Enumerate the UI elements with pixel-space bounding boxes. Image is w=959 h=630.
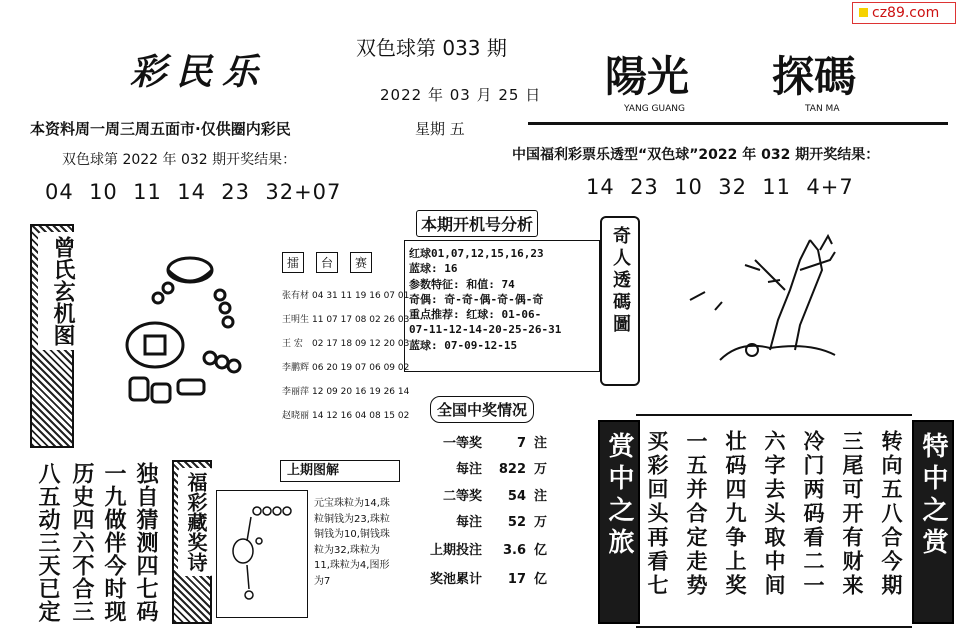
notice-text: 本资料周一周三周五面市·仅供圈内彩民: [30, 120, 291, 138]
fucai-banner: [172, 460, 212, 624]
poem-column: [723, 430, 745, 603]
analysis-line: 重点推荐: 红球: 01-06-: [409, 308, 542, 322]
leitai-title: [282, 252, 384, 273]
poem-text: 六字去头取中间: [762, 430, 786, 598]
prize-value: 52: [507, 515, 526, 530]
right-result-numbers: 14 23 10 32 11 4+7: [586, 175, 854, 199]
leitai-row: [282, 312, 409, 325]
riddle-text: 八五动三天已定: [35, 462, 60, 623]
leitai-nums: 11 07 17 08 02 26 03: [312, 315, 410, 325]
prize-unit: 注: [534, 436, 548, 451]
tree-trunk: [795, 240, 822, 350]
tree-illustration: [660, 230, 860, 380]
leitai-title-char: 擂: [282, 252, 304, 273]
left-result-numbers: 04 10 11 14 23 32+07: [45, 180, 342, 204]
weekday: 星期 五: [415, 120, 465, 138]
issue-date: 2022 年 03 月 25 日: [380, 86, 542, 104]
prize-label: 上期投注: [429, 543, 482, 558]
leitai-nums: 12 09 20 16 19 26 14: [312, 387, 410, 397]
poem-column: [801, 430, 823, 603]
prize-unit: 亿: [534, 572, 548, 587]
riddle-text: 独自猜测四七码: [133, 462, 158, 623]
leitai-row: [282, 408, 409, 421]
prize-label: 每注: [455, 462, 482, 477]
prev-puzzle-text: 元宝珠粒为14,珠粒铜钱为23,珠粒铜钱为10,铜钱珠粒为32,珠粒为11,珠粒为4,图形为7: [314, 498, 390, 587]
poem-text: 转向五八合今期: [879, 430, 903, 598]
poem-column: [762, 430, 784, 603]
prize-label: 一等奖: [442, 436, 482, 451]
analysis-line: 红球01,07,12,15,16,23: [409, 247, 544, 260]
dark-banner-right-label: 特中之赏: [918, 432, 948, 560]
riddle-column: [134, 462, 156, 628]
prize-value: 3.6: [502, 543, 526, 558]
leitai-row: [282, 336, 409, 349]
analysis-line: 奇偶: 奇-奇-偶-奇-偶-奇: [409, 292, 544, 306]
leitai-name: 王明生: [282, 315, 310, 325]
prev-puzzle-frame: [216, 490, 308, 618]
poem-column: [879, 430, 901, 603]
prize-value: 7: [516, 436, 526, 451]
poem-text: 买彩回头再看七: [645, 430, 669, 598]
leitai-name: 李丽萍: [282, 387, 310, 397]
riddle-column: [36, 462, 58, 628]
dark-banner-right: [912, 420, 954, 624]
prize-row: [420, 539, 570, 558]
analysis-line: 蓝球: 16: [409, 262, 458, 276]
prize-label: 每注: [455, 515, 482, 530]
prize-unit: 万: [534, 462, 548, 477]
watermark-text: cz89.com: [872, 5, 940, 21]
poem-text: 一五并合定走势: [684, 430, 708, 598]
poem-column: [684, 430, 706, 603]
leitai-name: 张有材: [282, 291, 310, 301]
leitai-row: [282, 360, 409, 373]
brand-title: 彩民乐: [130, 51, 269, 93]
leitai-title-char: 赛: [350, 252, 372, 273]
leitai-nums: 04 31 11 19 16 07 01: [312, 291, 410, 301]
watermark-square-icon: [859, 8, 868, 17]
prize-unit: 注: [534, 489, 548, 504]
logo-yangguang: 陽光: [605, 52, 690, 101]
prize-row: [420, 568, 570, 587]
zeng-banner: [30, 224, 74, 448]
prize-unit: 亿: [534, 543, 548, 558]
analysis-line: 蓝球: 07-09-12-15: [409, 338, 518, 352]
logo-sub-tanma: TAN MA: [805, 104, 840, 114]
prize-label: 奖池累计: [429, 572, 482, 587]
analysis-box: [404, 240, 600, 372]
treasure-illustration: [110, 240, 260, 420]
prev-puzzle-sketch: [217, 491, 307, 617]
analysis-title: 本期开机号分析: [416, 210, 538, 237]
prize-value: 54: [507, 489, 526, 504]
poem-text: 三尾可开有财来: [840, 430, 864, 598]
prize-label: 二等奖: [442, 489, 482, 504]
right-result-title: 中国福利彩票乐透型“双色球”2022 年 032 期开奖结果：: [512, 147, 880, 163]
prize-title: 全国中奖情况: [430, 396, 534, 423]
poem-text: 壮码四九争上奖: [723, 430, 747, 598]
ingot-top: [168, 258, 212, 282]
prize-row: [420, 432, 570, 451]
prize-unit: 万: [534, 515, 548, 530]
poem-column: [840, 430, 862, 603]
prize-value: 17: [507, 572, 526, 587]
issue-title: 双色球第 033 期: [356, 36, 507, 60]
riddle-column: [102, 462, 124, 628]
leitai-name: 王 宏: [282, 339, 303, 349]
left-result-title: 双色球第 2022 年 032 期开奖结果：: [62, 152, 297, 168]
leitai-nums: 06 20 19 07 06 09 02: [312, 363, 410, 373]
riddle-text: 一九做伴今时现: [101, 462, 126, 623]
logo-tanma: 探碼: [772, 52, 857, 101]
header-rule: [528, 122, 948, 125]
watermark-badge: [852, 2, 956, 24]
logo-sub-yangguang: YANG GUANG: [624, 104, 685, 114]
dark-banner-left: [598, 420, 640, 624]
prize-row: [420, 458, 570, 477]
leitai-row: [282, 288, 409, 301]
coin: [127, 323, 183, 367]
leitai-name: 赵晓丽: [282, 411, 310, 421]
leitai-title-char: 台: [316, 252, 338, 273]
riddle-text: 历史四六不合三: [69, 462, 94, 623]
prize-value: 822: [498, 462, 526, 477]
leitai-nums: 02 17 18 09 12 20 03: [312, 339, 410, 349]
prev-puzzle-title: 上期图解: [280, 460, 400, 482]
zeng-banner-label: 曾氏玄机图: [38, 232, 86, 350]
poem-text: 冷门两码看二一: [801, 430, 825, 598]
leitai-nums: 14 12 16 04 08 15 02: [312, 411, 410, 421]
riddle-column: [70, 462, 92, 628]
dark-banner-left-label: 赏中之旅: [604, 432, 634, 560]
qiren-label: 奇人透碼圖: [610, 226, 631, 336]
qiren-banner: [600, 216, 640, 386]
prize-row: [420, 511, 570, 530]
fucai-banner-label: 福彩藏奖诗: [178, 468, 214, 576]
leitai-name: 李鹏辉: [282, 363, 310, 373]
analysis-line: 07-11-12-14-20-25-26-31: [409, 323, 562, 337]
leitai-row: [282, 384, 409, 397]
prize-row: [420, 485, 570, 504]
poem-column: [645, 430, 667, 603]
analysis-line: 参数特征: 和值: 74: [409, 277, 515, 291]
